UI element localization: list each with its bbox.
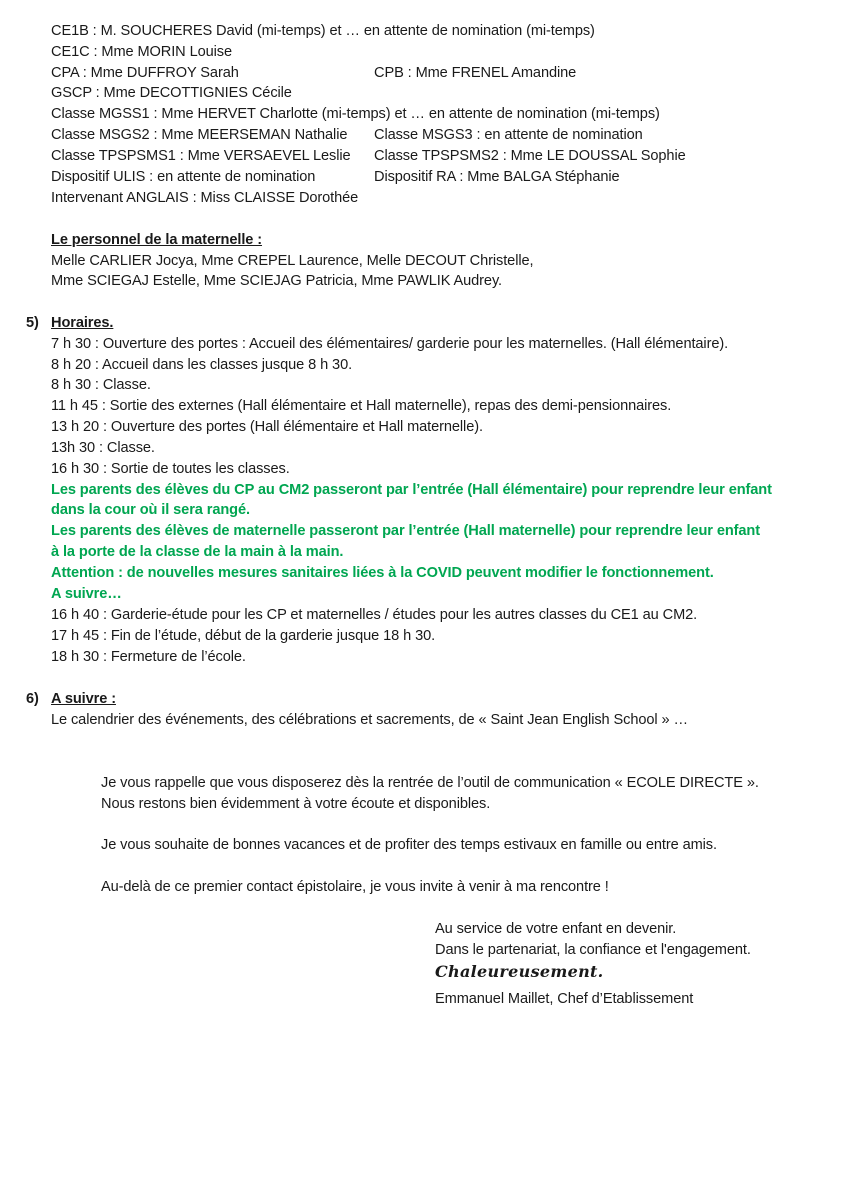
notice-line: Les parents des élèves de maternelle passeront par l’entrée (Hall maternelle) pour reprendre leur enfant — [51, 523, 761, 539]
staff-mgss1: Classe MGSS1 : Mme HERVET Charlotte (mi-temps) et … en attente de nomination (mi-temps) — [51, 106, 660, 122]
closing-paragraph: Je vous rappelle que vous disposerez dès la rentrée de l’outil de communication « ECOLE DIRECTE ». — [101, 775, 759, 791]
staff-tpspsms1: Classe TPSPSMS1 : Mme VERSAEVEL Leslie — [51, 148, 351, 164]
maternelle-line-2: Mme SCIEGAJ Estelle, Mme SCIEJAG Patricia, Mme PAWLIK Audrey. — [51, 273, 503, 289]
closing-paragraph: Au-delà de ce premier contact épistolaire, je vous invite à venir à ma rencontre ! — [101, 879, 609, 895]
notice-line: dans la cour où il sera rangé. — [51, 502, 250, 518]
staff-ra: Dispositif RA : Mme BALGA Stéphanie — [374, 169, 620, 185]
schedule-item: 11 h 45 : Sortie des externes (Hall élémentaire et Hall maternelle), repas des demi-pensionnaires. — [51, 398, 672, 414]
notice-line: A suivre… — [51, 586, 122, 602]
closing-paragraph: Je vous souhaite de bonnes vacances et de profiter des temps estivaux en famille ou entre amis. — [101, 837, 717, 853]
handwritten-closing: Chaleureusement. — [435, 962, 604, 981]
staff-tpspsms2: Classe TPSPSMS2 : Mme LE DOUSSAL Sophie — [374, 148, 686, 164]
staff-gscp: GSCP : Mme DECOTTIGNIES Cécile — [51, 85, 292, 101]
schedule-item: 8 h 20 : Accueil dans les classes jusque 8 h 30. — [51, 357, 353, 373]
schedule-item: 8 h 30 : Classe. — [51, 377, 151, 393]
section-6-text: Le calendrier des événements, des célébrations et sacrements, de « Saint Jean English School » … — [51, 712, 688, 728]
section-6-number: 6) — [26, 691, 39, 707]
staff-ce1b: CE1B : M. SOUCHERES David (mi-temps) et … en attente de nomination (mi-temps) — [51, 23, 595, 39]
notice-line: Attention : de nouvelles mesures sanitaires liées à la COVID peuvent modifier le fonctionnement. — [51, 565, 714, 581]
section-6-heading: A suivre : — [51, 691, 116, 707]
schedule-item: 13h 30 : Classe. — [51, 440, 155, 456]
closing-paragraph: Nous restons bien évidemment à votre écoute et disponibles. — [101, 796, 491, 812]
schedule-item: 17 h 45 : Fin de l’étude, début de la garderie jusque 18 h 30. — [51, 628, 436, 644]
notice-line: Les parents des élèves du CP au CM2 passeront par l’entrée (Hall élémentaire) pour reprendre leur enfant — [51, 482, 772, 498]
schedule-item: 7 h 30 : Ouverture des portes : Accueil des élémentaires/ garderie pour les maternelles. (Hall élémentaire). — [51, 336, 729, 352]
staff-msgs3: Classe MSGS3 : en attente de nomination — [374, 127, 643, 143]
schedule-item: 16 h 40 : Garderie-étude pour les CP et maternelles / études pour les autres classes du CE1 au CM2. — [51, 607, 698, 623]
schedule-item: 18 h 30 : Fermeture de l’école. — [51, 649, 246, 665]
notice-line: à la porte de la classe de la main à la main. — [51, 544, 344, 560]
schedule-item: 16 h 30 : Sortie de toutes les classes. — [51, 461, 290, 477]
staff-cpa: CPA : Mme DUFFROY Sarah — [51, 65, 239, 81]
schedule-item: 13 h 20 : Ouverture des portes (Hall élémentaire et Hall maternelle). — [51, 419, 483, 435]
staff-msgs2: Classe MSGS2 : Mme MEERSEMAN Nathalie — [51, 127, 348, 143]
staff-cpb: CPB : Mme FRENEL Amandine — [374, 65, 577, 81]
signature-line: Dans le partenariat, la confiance et l'engagement. — [435, 942, 751, 958]
staff-anglais: Intervenant ANGLAIS : Miss CLAISSE Dorothée — [51, 190, 359, 206]
maternelle-heading: Le personnel de la maternelle : — [51, 232, 263, 248]
maternelle-line-1: Melle CARLIER Jocya, Mme CREPEL Laurence, Melle DECOUT Christelle, — [51, 253, 534, 269]
signature-line: Au service de votre enfant en devenir. — [435, 921, 677, 937]
section-5-number: 5) — [26, 315, 39, 331]
signatory-name: Emmanuel Maillet, Chef d’Etablissement — [435, 991, 694, 1007]
staff-ulis: Dispositif ULIS : en attente de nomination — [51, 169, 316, 185]
section-5-heading: Horaires. — [51, 315, 114, 331]
staff-ce1c: CE1C : Mme MORIN Louise — [51, 44, 232, 60]
